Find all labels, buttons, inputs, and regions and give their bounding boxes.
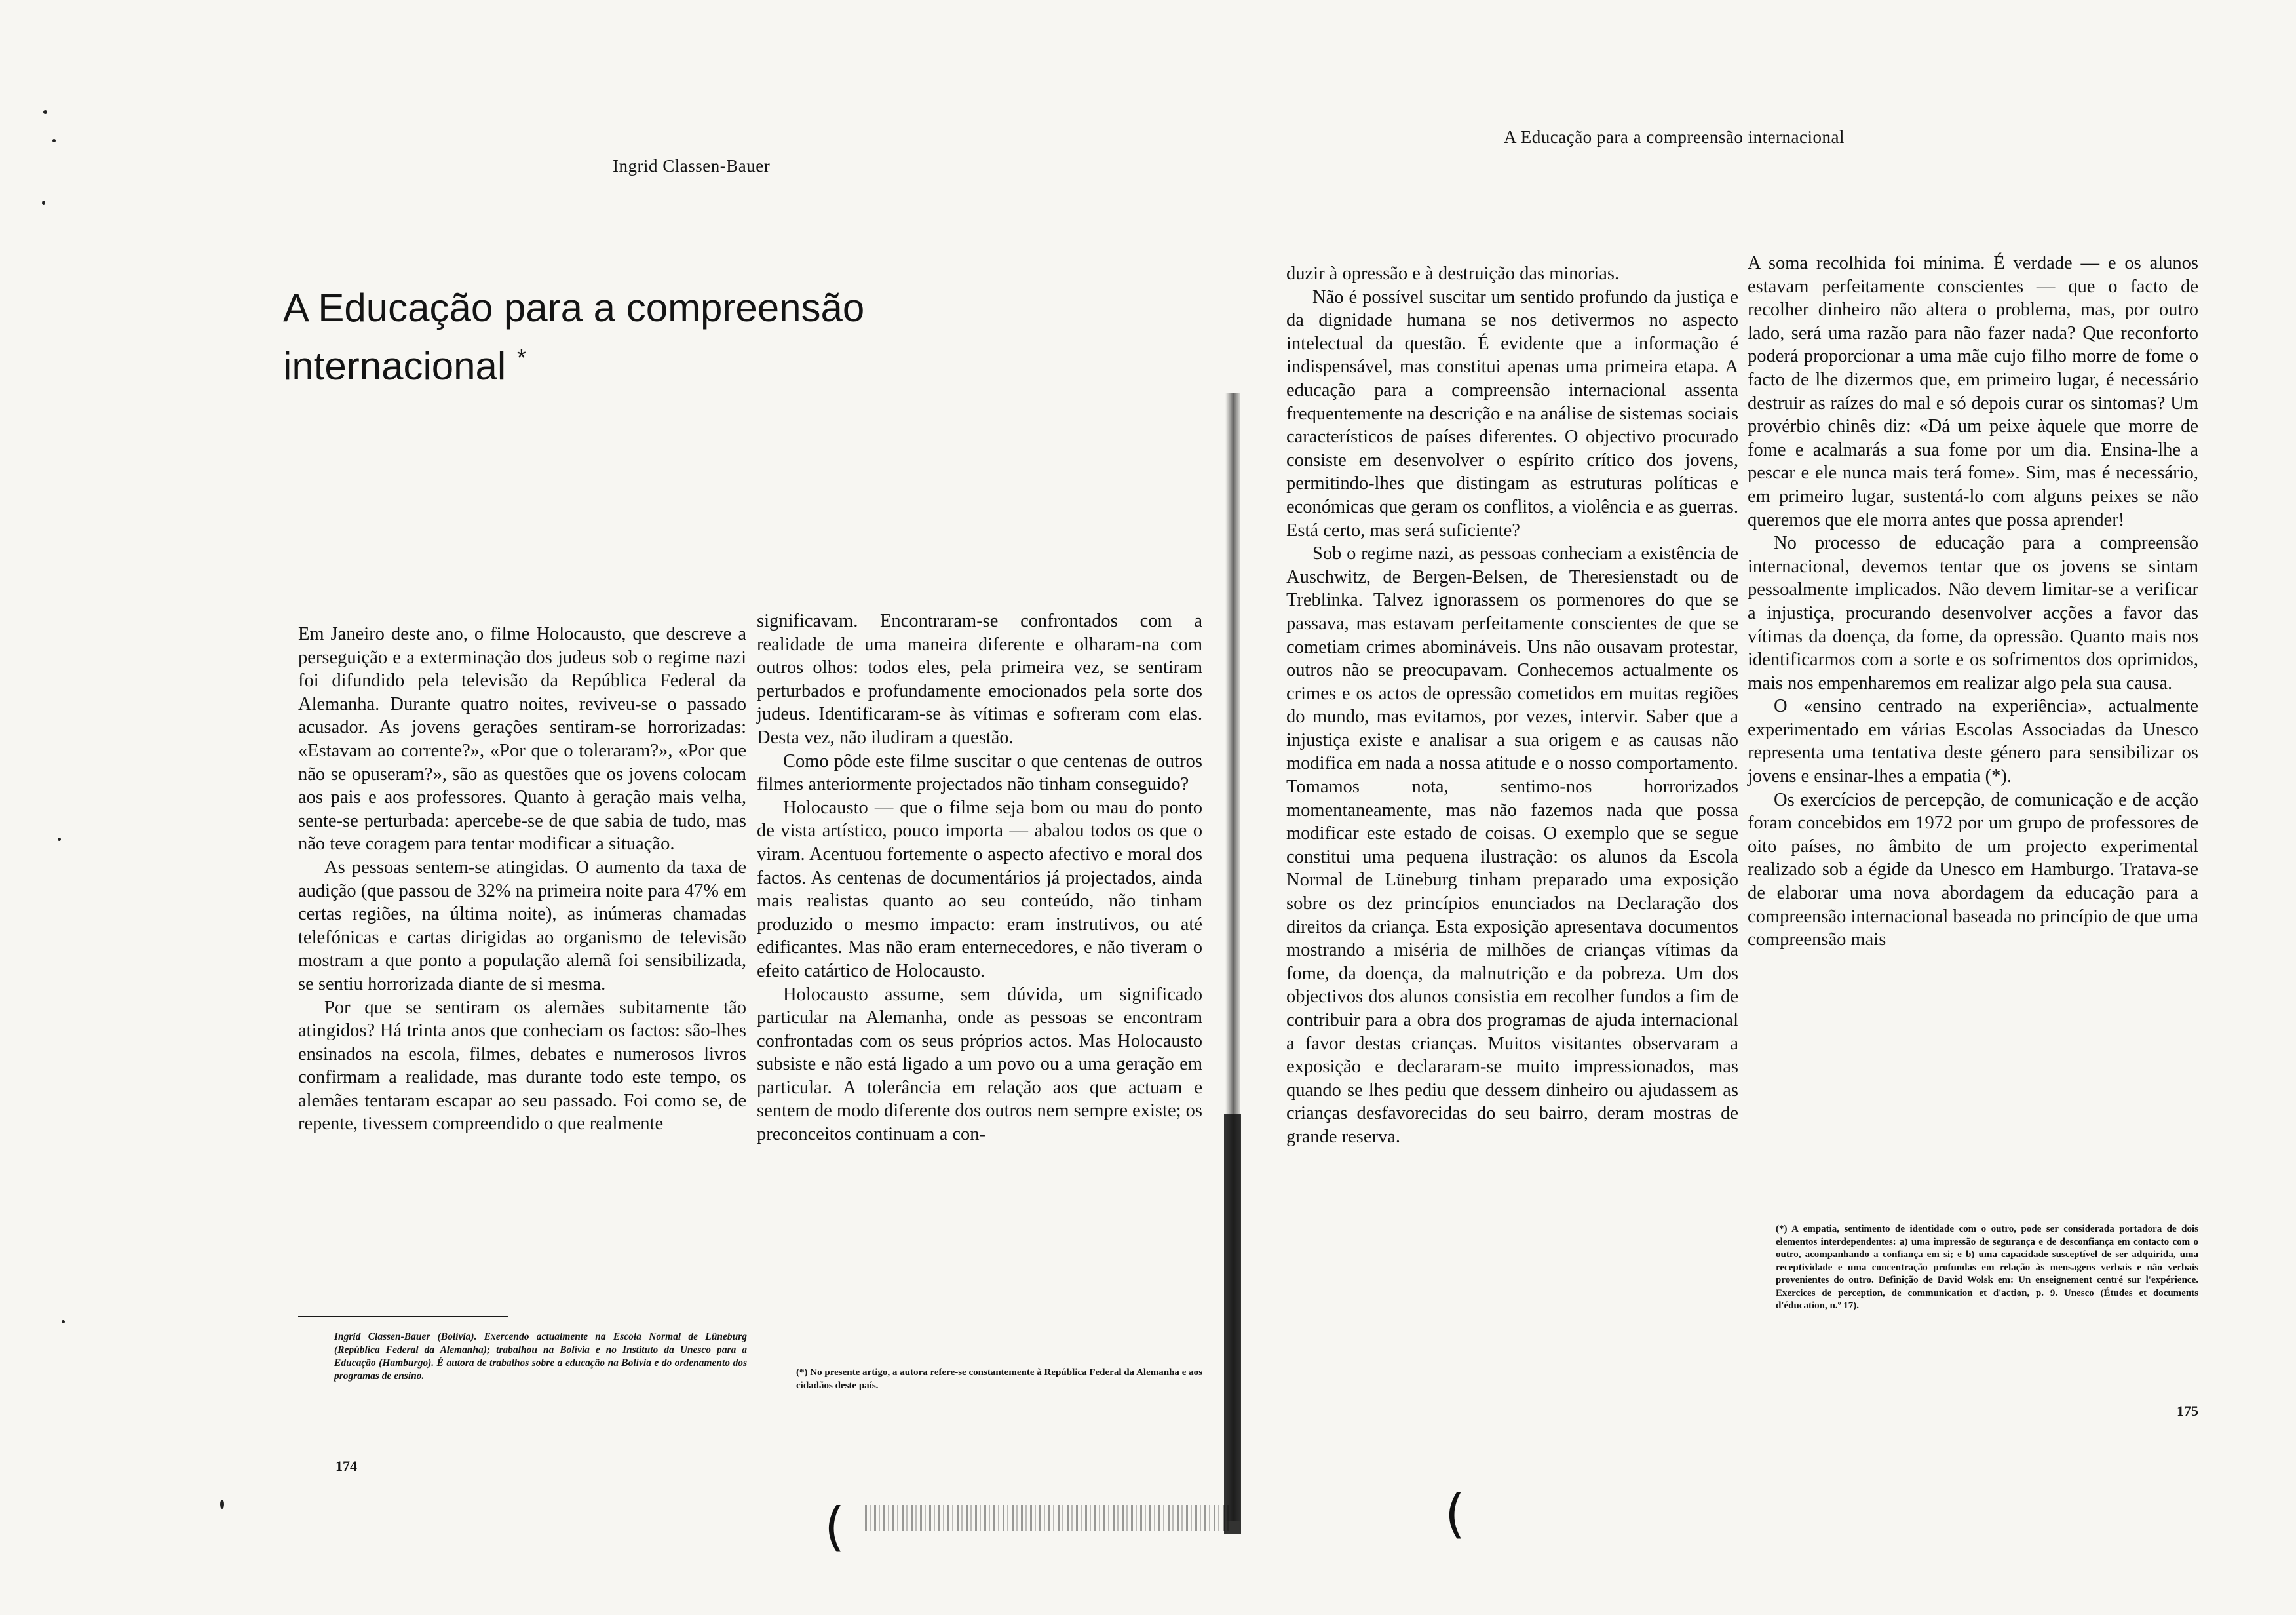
left-page-column-1 <box>298 623 746 1136</box>
scan-speck <box>52 139 56 142</box>
paragraph: Não é possível suscitar um sentido profundo da justiça e da dignidade humana se nos detivermos no aspecto intelectual da questão. É evidente que a informação é indispensável, mas constitui apenas uma primeira etapa. A educação para a compreensão internacional assenta frequentemente na descrição e na análise de sistemas sociais característicos de países diferentes. O objectivo procurado consiste em desenvolver o espírito crítico dos jovens, permitindo-lhes que distingam as estruturas políticas e económicas que geram os conflitos, a violência e as guerras. Está certo, mas será suficiente? <box>1286 286 1738 541</box>
scan-speck <box>220 1500 224 1509</box>
scan-speck <box>43 110 47 114</box>
paragraph: Como pôde este filme suscitar o que centenas de outros filmes anteriormente projectados não tinham conseguido? <box>757 750 1202 795</box>
title-footnote-mark: * <box>516 344 526 371</box>
scan-noise-bottom <box>865 1505 1232 1531</box>
scan-speck <box>62 1320 65 1323</box>
paragraph: A soma recolhida foi mínima. É verdade — e os alunos estavam perfeitamente conscientes — que o facto de recolher dinheiro não altera o problema, mas, por outro lado, será uma razão para não fazer nada? Que reconforto poderá proporcionar a uma mãe cujo filho morre de fome o facto de lhe dizermos que, em primeiro lugar, é necessário destruir as raízes do mal e só depois curar os sintomas? Um provérbio chinês diz: «Dá um peixe àquele que morre de fome e acalmarás a sua fome por um dia. Ensina-lhe a pescar e ele nunca mais terá fome». Sim, mas é necessário, em primeiro lugar, sustentá-lo com alguns peixes se não queremos que ele morra antes que possa aprender! <box>1748 253 2198 530</box>
paragraph: No processo de educação para a compreensão internacional, devemos tentar que os jovens se sintam pessoalmente implicados. Não devem limitar-se a verificar a injustiça, procurando desenvolver acções a favor das vítimas da doença, da fome, da opressão. Quanto mais nos identificarmos com a sorte e os sofrimentos dos oprimidos, mais nos empenharemos em realizar algo pela sua causa. <box>1748 533 2198 693</box>
paragraph: Sob o regime nazi, as pessoas conheciam a existência de Auschwitz, de Bergen-Belsen, de Theresienstadt ou de Treblinka. Talvez ignorassem os pormenores do que se passava, mas estavam perfeitamente conscientes de que se cometiam crimes abomináveis. Uns não ousavam protestar, outros não se preocupavam. Conhecemos actualmente os crimes e os actos de opressão cometidos em muitas regiões do mundo, mas evitamos, por vezes, intervir. Saber que a injustiça existe e analisar a sua origem e as causas não modifica em nada a nossa atitude e o nosso comportamento. Tomamos nota, sentimo-nos horrorizados momentaneamente, mas não fazemos nada que possa modificar este estado de coisas. O exemplo que se segue constitui uma pequena ilustração: os alunos da Escola Normal de Lüneburg tinham preparado uma exposição sobre os dez princípios enunciados na Declaração dos direitos da criança. Esta exposição apresentava documentos mostrando a miséria de milhões de crianças vítimas da fome, da doença, da malnutrição e da pobreza. Um dos objectivos dos alunos consistia em recolher fundos a fim de contribuir para a obra dos programas de ajuda internacional a favor destas crianças. Muitos visitantes observaram a exposição e declararam-se muito impressionados, mas quando se lhes pediu que dessem dinheiro ou ajudassem as crianças desfavorecidas do seu bairro, deram mostras de grande reserva. <box>1286 543 1738 1147</box>
left-page-column-2 <box>757 610 1202 1146</box>
article-title <box>283 283 1069 391</box>
paragraph: O «ensino centrado na experiência», actualmente experimentado em várias Escolas Associadas da Unesco representa uma tentativa deste género para sensibilizar os jovens e ensinar-lhes a empatia (*). <box>1748 696 2198 787</box>
title-line-1: A Educação para a compreensão <box>283 286 865 330</box>
title-line-2-text: internacional <box>283 344 507 388</box>
paragraph: significavam. Encontraram-se confrontados com a realidade de uma maneira diferente e olharam-na com outros olhos: todos eles, pela primeira vez, se sentiram perturbados e profundamente emocionados pela sorte dos judeus. Identificaram-se às vítimas e sofreram com elas. Desta vez, não iludiram a questão. <box>757 611 1202 748</box>
footnote-divider <box>298 1316 508 1317</box>
footnote: (*) No presente artigo, a autora refere-se constantemente à República Federal da Alemanha e aos cidadãos deste país. <box>796 1367 1202 1391</box>
scan-speck <box>58 838 61 841</box>
right-page-column-1 <box>1286 262 1738 1149</box>
author-note: Ingrid Classen-Bauer (Bolívia). Exercendo actualmente na Escola Normal de Lüneburg (República Federal da Alemanha); trabalhou na Bolívia e no Instituto da Unesco para a Educação (Hamburgo). É autora de trabalhos sobre a educação na Bolívia e do ordenamento dos programas de ensino. <box>334 1331 747 1382</box>
paragraph: Holocausto assume, sem dúvida, um significado particular na Alemanha, onde as pessoas se encontram confrontadas com os seus próprios actos. Mas Holocausto subsiste e não está ligado a um povo ou a uma geração em particular. A tolerância em relação aos que actuam e sentem de modo diferente dos outros nem sempre existe; os preconceitos continuam a con- <box>757 984 1202 1145</box>
scan-mark-left: ( <box>824 1496 845 1557</box>
running-head: A Educação para a compreensão internacional <box>1504 127 1845 147</box>
page-number-right: 175 <box>2177 1403 2198 1419</box>
paragraph: As pessoas sentem-se atingidas. O aumento da taxa de audição (que passou de 32% na primeira noite para 47% em certas regiões, na última noite), as inúmeras chamadas telefónicas e cartas dirigidas ao organismo de televisão mostram a que ponto a população alemã foi sensibilizada, se sentiu horrorizada diante de si mesma. <box>298 857 746 994</box>
right-page-column-2 <box>1748 252 2198 952</box>
paragraph: Os exercícios de percepção, de comunicação e de acção foram concebidos em 1972 por um grupo de professores de oito países, no âmbito de um projecto experimental realizado sob a égide da Unesco em Hamburgo. Tratava-se de elaborar uma nova abordagem da educação para a compreensão internacional baseada no princípio de que uma compreensão mais <box>1748 789 2198 950</box>
paragraph: Holocausto — que o filme seja bom ou mau do ponto de vista artístico, pouco importa — abalou todos os que o viram. Acentuou fortemente o aspecto afectivo e moral dos factos. As centenas de documentários já projectados, ainda mais realistas quanto ao seu conteúdo, não tinham produzido o mesmo impacto: eram instrutivos, ou até edificantes. Mas não eram enternecedores, e não tiveram o efeito catártico de Holocausto. <box>757 797 1202 981</box>
paragraph: Por que se sentiram os alemães subitamente tão atingidos? Há trinta anos que conheciam os factos: são-lhes ensinados na escola, filmes, debates e numerosos livros confirmam a realidade, mas durante todo este tempo, os alemães tentaram escapar ao seu passado. Foi como se, de repente, tivessem compreendido o que realmente <box>298 997 746 1135</box>
title-line-2 <box>283 333 1069 391</box>
paragraph: duzir à opressão e à destruição das minorias. <box>1286 263 1620 284</box>
page-number-left: 174 <box>335 1458 357 1474</box>
scan-mark-right: ( <box>1445 1483 1466 1544</box>
footnote: (*) A empatia, sentimento de identidade com o outro, pode ser considerada portadora de dois elementos interdependentes: a) uma impressão de segurança e de desconfiança em contacto com o outro, acompanhando a confiança em si; e b) uma capacidade susceptível de ser adquirida, uma receptividade e uma concentração profundas em relação às mensagens verbais e não verbais provenientes do outro. Definição de David Wolsk em: Un enseignement centré sur l'expérience. Exercices de perception, de communication et d'action, p. 9. Unesco (Études et documents d'éducation, n.º 17). <box>1776 1224 2198 1311</box>
author-name: Ingrid Classen-Bauer <box>613 156 771 176</box>
paragraph: Em Janeiro deste ano, o filme Holocausto, que descreve a perseguição e a exterminação dos judeus sob o regime nazi foi difundido pela televisão da República Federal da Alemanha. Durante quatro noites, reviveu-se o passado acusador. As jovens gerações sentiram-se horrorizadas: «Estavam ao corrente?», «Por que o toleraram?», «Por que não se opuseram?», são as questões que os jovens colocam aos pais e aos professores. Quanto à geração mais velha, sente-se perturbada: apercebe-se de que sabia de tudo, mas não teve coragem para tentar modificar a situação. <box>298 624 746 855</box>
scan-gutter-dark <box>1224 1114 1241 1534</box>
scan-speck <box>42 201 45 205</box>
